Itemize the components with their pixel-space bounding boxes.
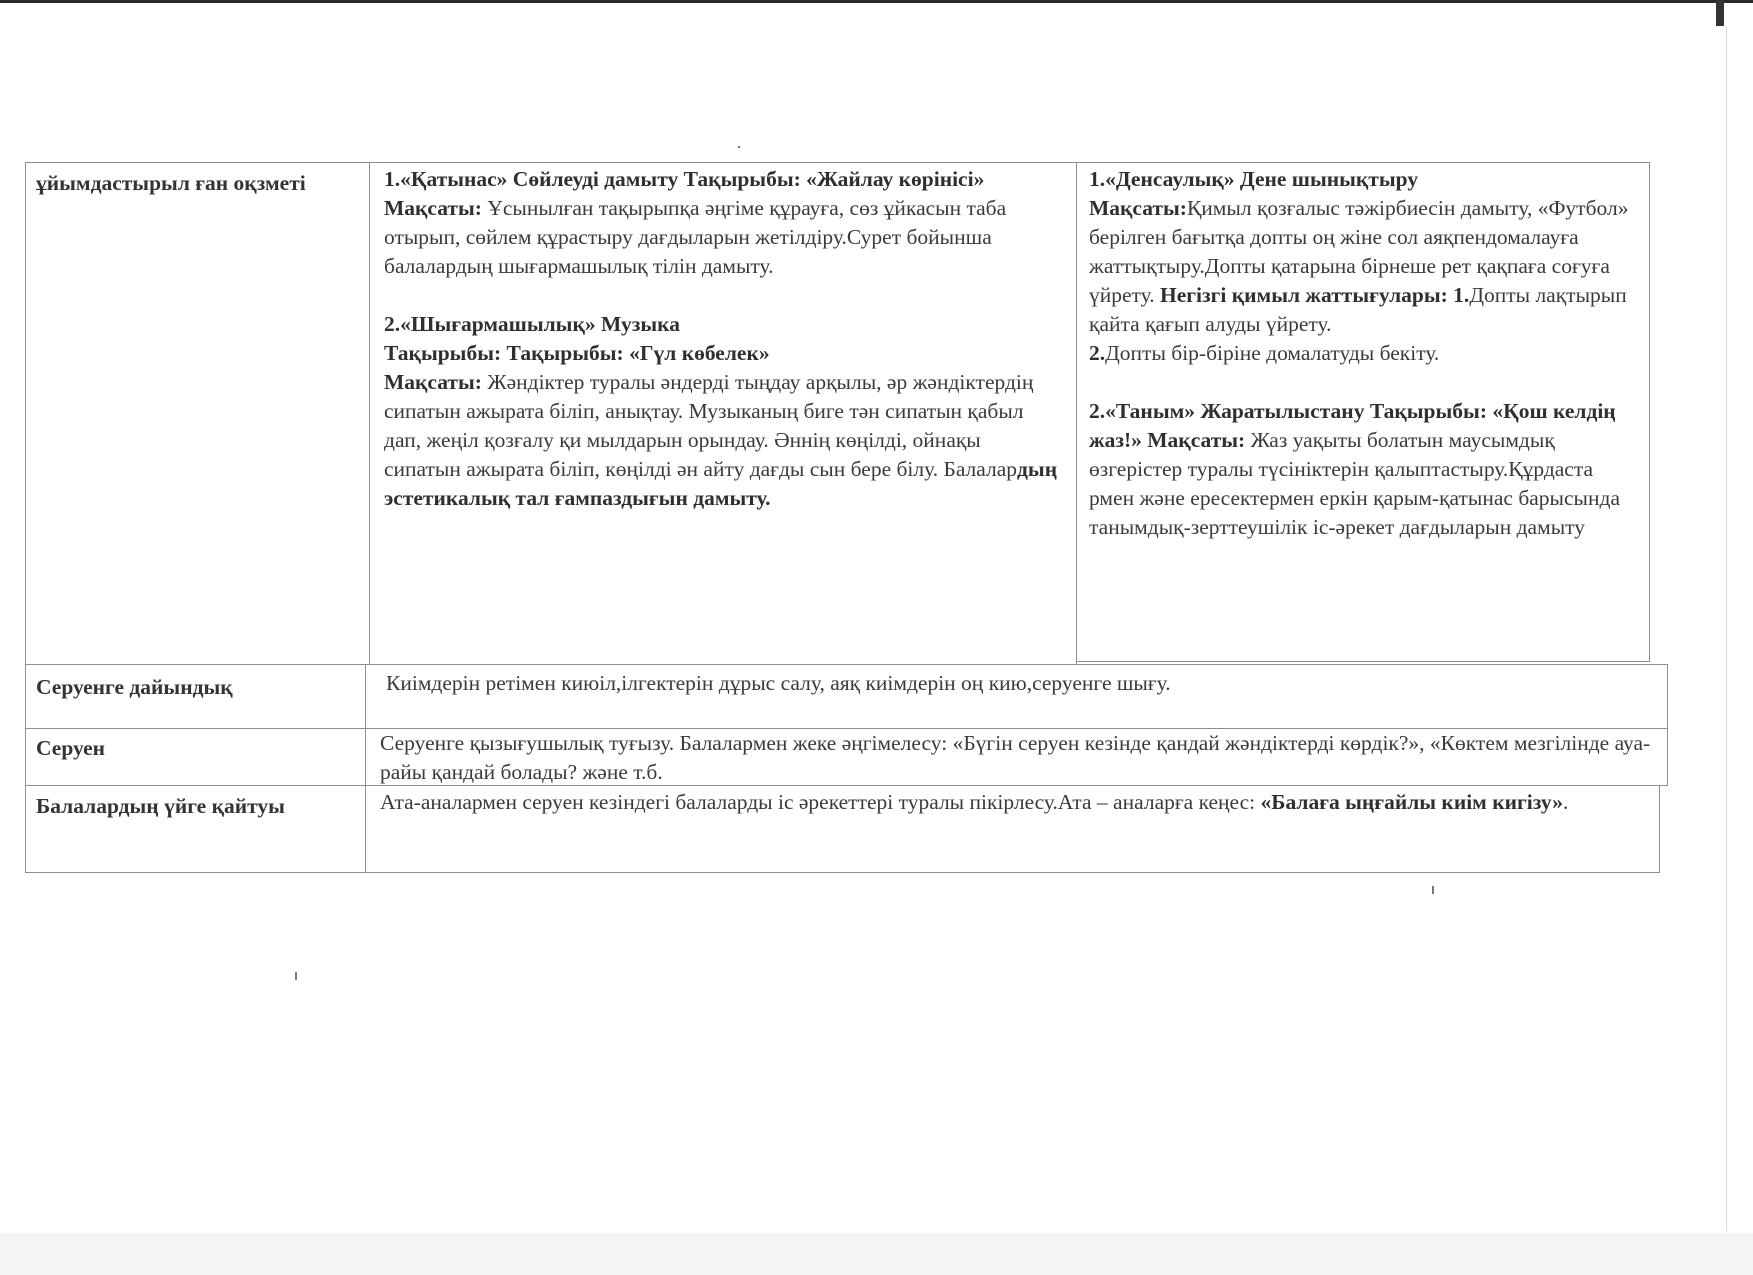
col2-item2-text: Жаз уақыты болатын маусымдық өзгерістер туралы түсініктерін қалыптастыру.Құрдаста рмен және ересектермен еркін қарым-қатынас барысында танымдық-зерттеушілік іс-әрекет дағдыларын дамыту	[1089, 428, 1620, 539]
col2-item1-goal-label: Мақсаты:	[1089, 196, 1187, 220]
going-home-text: Ата-аналармен серуен кезіндегі балаларды іс әрекеттері туралы пікірлесу.Ата – аналарға кеңес:	[380, 790, 1261, 814]
spacer	[384, 281, 1062, 310]
col1-item1-goal-text: Ұсынылған тақырыпқа әңгіме құрауға, сөз ұйкасын таба отырып, сөйлем құрастыру дағдыларын жетілдіру.Сурет бойынша балалардың шығармашылық тілін дамыту.	[384, 196, 1007, 278]
activity-label-cell	[25, 162, 370, 665]
col1-item2-goal-bold: дың эстетикалық тал ғампаздығын дамыту.	[384, 457, 1058, 510]
scan-speck	[295, 972, 297, 980]
activity-col1-cell	[369, 162, 1077, 665]
going-home-end: .	[1562, 790, 1569, 814]
going-home-text-cell	[365, 785, 1660, 873]
col2-item1-bold2: Негізгі қимыл жаттығулары: 1.	[1160, 283, 1470, 307]
col2-item2	[1089, 397, 1637, 542]
col1-item2-goal-text2: дап, жеңіл қозғалу қи мылдарын орындау. Әннің көңілді, ойнақы сипатын ажырата біліп, көңілді ән айту дағды сын бере білу. Балалар	[384, 428, 1018, 481]
activity-col2-cell	[1076, 162, 1650, 662]
scan-speck	[738, 146, 740, 148]
going-home-label-cell	[25, 785, 366, 873]
walk-label-cell	[25, 728, 366, 786]
col1-item2	[384, 310, 1062, 513]
walk-prep-text: Киімдерін ретімен киюіл,ілгектерін дұрыс салу, аяқ киімдерін оң кию,серуенге шығу.	[386, 671, 1171, 695]
walk-prep-label: Серуенге дайындық	[36, 675, 233, 699]
walk-label: Серуен	[36, 736, 106, 760]
col1-item1	[384, 165, 1062, 281]
walk-text: Серуенге қызығушылық туғызу. Балалармен жеке әңгімелесу: «Бүгін серуен кезінде қандай жәндіктерді көрдік?», «Көктем мезгілінде ауа-райы қандай болады? және т.б.	[380, 731, 1651, 784]
scan-edge-corner	[1716, 0, 1724, 26]
col1-item1-goal-label: Мақсаты:	[384, 196, 482, 220]
col2-item1	[1089, 165, 1637, 368]
spacer	[1089, 368, 1637, 397]
col2-item1-goal-text: Қимыл қозғалыс тәжірбиесін дамыту, «Футбол»	[1186, 196, 1629, 220]
col1-item2-title: 2.«Шығармашылық» Музыка	[384, 312, 680, 336]
col2-item2-title: 2.«Таным» Жаратылыстану Тақырыбы: «Қош келдің жаз!» Мақсаты:	[1089, 399, 1616, 452]
col2-item1-bold3: 2.	[1089, 341, 1106, 365]
col1-item2-subtitle: Тақырыбы: Тақырыбы: «Гүл көбелек»	[384, 341, 770, 365]
col1-item2-goal-label: Мақсаты:	[384, 370, 482, 394]
scan-edge-right	[1726, 26, 1727, 1231]
going-home-label: Балалардың үйге қайтуы	[36, 794, 285, 818]
col2-item1-text3: Допты лақтырып қайта қағып алуды үйрету.	[1089, 283, 1627, 336]
going-home-bold: «Балаға ыңғайлы киім кигізу»	[1260, 790, 1563, 814]
walk-text-cell	[365, 728, 1668, 786]
scan-edge-top	[0, 0, 1753, 3]
activity-label: ұйымдастырыл ған оқзметі	[36, 171, 306, 195]
col2-item1-title: 1.«Денсаулық» Дене шынықтыру	[1089, 167, 1419, 191]
scan-speck	[1432, 886, 1434, 894]
col1-item1-title: 1.«Қатынас» Сөйлеуді дамыту Тақырыбы: «Жайлау көрінісі»	[384, 167, 985, 191]
scan-edge-bottom	[0, 1233, 1753, 1275]
col1-item2-goal-text1: Жәндіктер туралы әндерді тыңдау арқылы, әр жәндіктердің сипатын ажырата біліп, анықтау. Музыканың биге тән сипатын қабыл	[384, 370, 1034, 423]
walk-prep-label-cell	[25, 664, 366, 729]
col2-item1-text4: Допты бір-біріне домалатуды бекіту.	[1105, 341, 1440, 365]
walk-prep-text-cell	[365, 664, 1668, 729]
col2-item1-text2: берілген бағытқа допты оң жіне сол аяқпендомалауға жаттықтыру.Допты қатарына бірнеше рет қақпаға соғуға үйрету.	[1089, 225, 1610, 307]
